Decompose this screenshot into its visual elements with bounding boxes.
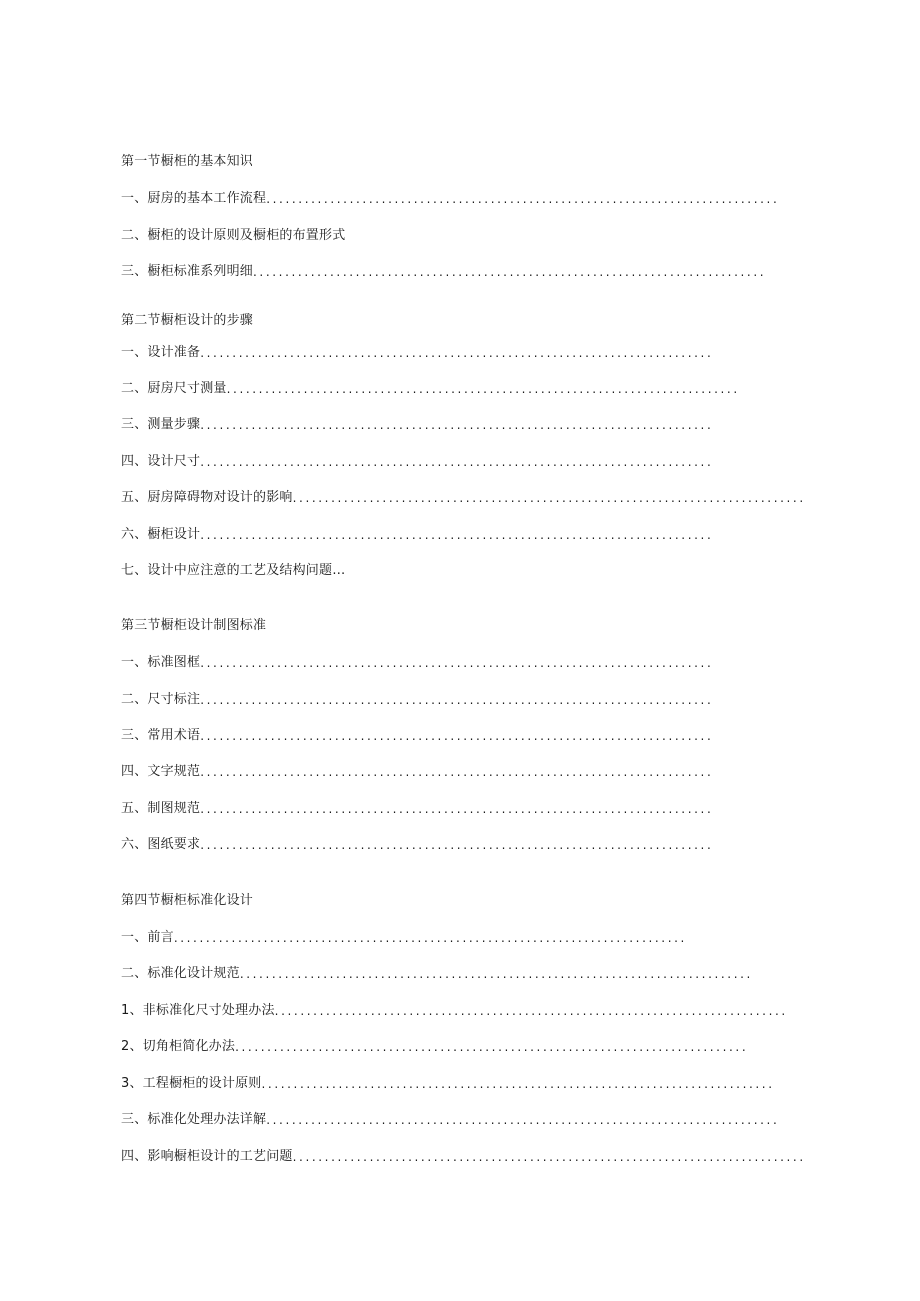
toc-entry[interactable] bbox=[121, 261, 767, 283]
dot-leader: ................................................................................ bbox=[226, 382, 740, 396]
dot-leader: ................................................................................ bbox=[292, 491, 806, 505]
toc-entry-label: 四、设计尺寸 bbox=[121, 454, 201, 469]
section-heading bbox=[121, 890, 434, 912]
toc-entry[interactable] bbox=[121, 188, 780, 210]
toc-entry[interactable] bbox=[121, 560, 434, 582]
dot-leader: ................................................................................ bbox=[274, 1004, 788, 1018]
dot-leader: ................................................................................ bbox=[200, 418, 714, 432]
dot-leader: ................................................................................ bbox=[266, 1113, 780, 1127]
toc-entry-label: 二、橱柜的设计原则及橱柜的布置形式 bbox=[121, 228, 346, 243]
toc-entry-label: 2、切角柜简化办法 bbox=[121, 1039, 236, 1054]
dot-leader: ................................................................................ bbox=[266, 192, 780, 206]
toc-entry[interactable] bbox=[121, 342, 714, 364]
dot-leader: ................................................................................ bbox=[200, 455, 714, 469]
toc-entry-label: 三、测量步骤 bbox=[121, 417, 201, 432]
toc-entry[interactable] bbox=[121, 378, 740, 400]
dot-leader: ................................................................................ bbox=[200, 802, 714, 816]
toc-entry-label: 三、常用术语 bbox=[121, 728, 201, 743]
toc-entry-label: 二、标准化设计规范 bbox=[121, 966, 240, 981]
section-title: 第一节橱柜的基本知识 bbox=[121, 154, 254, 169]
section-heading bbox=[121, 310, 434, 332]
toc-entry-label: 四、文字规范 bbox=[121, 764, 201, 779]
toc-entry-label: 四、影响橱柜设计的工艺问题 bbox=[121, 1149, 293, 1164]
toc-entry[interactable] bbox=[121, 524, 714, 546]
dot-leader: ................................................................................ bbox=[200, 528, 714, 542]
dot-leader: ................................................................................ bbox=[200, 729, 714, 743]
toc-entry[interactable] bbox=[121, 798, 714, 820]
dot-leader: ................................................................................ bbox=[173, 931, 687, 945]
toc-entry-label: 三、橱柜标准系列明细 bbox=[121, 264, 254, 279]
dot-leader: ................................................................................ bbox=[239, 967, 753, 981]
toc-entry-label: 六、橱柜设计 bbox=[121, 527, 201, 542]
toc-entry[interactable] bbox=[121, 1109, 780, 1131]
section-title: 第二节橱柜设计的步骤 bbox=[121, 313, 254, 328]
toc-entry-label: 七、设计中应注意的工艺及结构问题… bbox=[121, 563, 346, 578]
toc-entry-label: 三、标准化处理办法详解 bbox=[121, 1112, 267, 1127]
dot-leader: ................................................................................ bbox=[200, 693, 714, 707]
toc-entry-label: 一、前言 bbox=[121, 930, 174, 945]
toc-entry[interactable] bbox=[121, 1073, 775, 1095]
section-heading bbox=[121, 151, 434, 173]
toc-entry-label: 五、制图规范 bbox=[121, 801, 201, 816]
toc-entry-label: 一、设计准备 bbox=[121, 345, 201, 360]
dot-leader: ................................................................................ bbox=[200, 838, 714, 852]
toc-entry[interactable] bbox=[121, 487, 806, 509]
toc-entry[interactable] bbox=[121, 451, 714, 473]
toc-entry[interactable] bbox=[121, 1036, 749, 1058]
dot-leader: ................................................................................ bbox=[200, 346, 714, 360]
toc-entry-label: 3、工程橱柜的设计原则 bbox=[121, 1076, 262, 1091]
toc-entry[interactable] bbox=[121, 225, 434, 247]
toc-entry[interactable] bbox=[121, 1146, 806, 1168]
toc-entry[interactable] bbox=[121, 725, 714, 747]
section-title: 第三节橱柜设计制图标准 bbox=[121, 618, 267, 633]
toc-entry-label: 二、厨房尺寸测量 bbox=[121, 381, 227, 396]
toc-entry[interactable] bbox=[121, 1000, 788, 1022]
toc-entry[interactable] bbox=[121, 927, 687, 949]
dot-leader: ................................................................................ bbox=[261, 1077, 775, 1091]
toc-entry[interactable] bbox=[121, 414, 714, 436]
toc-entry[interactable] bbox=[121, 652, 714, 674]
toc-entry-label: 一、标准图框 bbox=[121, 655, 201, 670]
dot-leader: ................................................................................ bbox=[253, 265, 767, 279]
dot-leader: ................................................................................ bbox=[200, 656, 714, 670]
toc-entry-label: 一、厨房的基本工作流程 bbox=[121, 191, 267, 206]
toc-entry-label: 二、尺寸标注 bbox=[121, 692, 201, 707]
toc-entry[interactable] bbox=[121, 963, 753, 985]
toc-entry-label: 1、非标准化尺寸处理办法 bbox=[121, 1003, 275, 1018]
toc-entry[interactable] bbox=[121, 689, 714, 711]
section-heading bbox=[121, 615, 434, 637]
section-title: 第四节橱柜标准化设计 bbox=[121, 893, 254, 908]
dot-leader: ................................................................................ bbox=[200, 765, 714, 779]
toc-entry-label: 六、图纸要求 bbox=[121, 837, 201, 852]
toc-entry[interactable] bbox=[121, 761, 714, 783]
toc-entry[interactable] bbox=[121, 834, 714, 856]
dot-leader: ................................................................................ bbox=[235, 1040, 749, 1054]
toc-entry-label: 五、厨房障碍物对设计的影响 bbox=[121, 490, 293, 505]
dot-leader: ................................................................................ bbox=[292, 1150, 806, 1164]
